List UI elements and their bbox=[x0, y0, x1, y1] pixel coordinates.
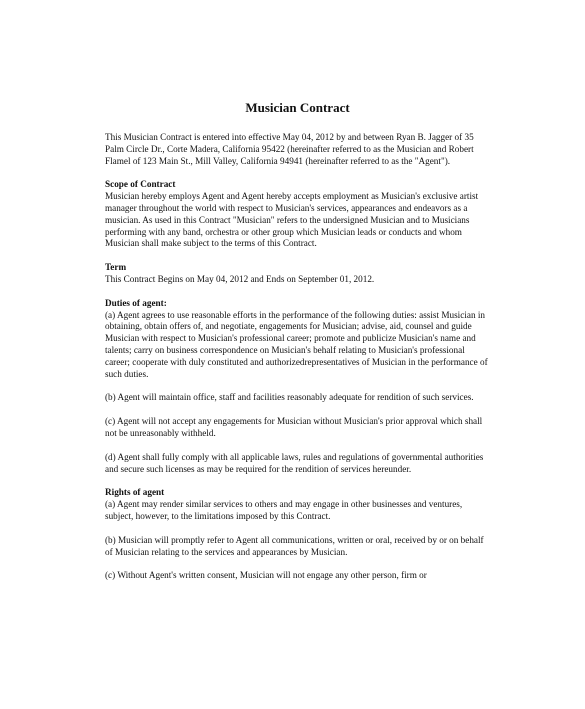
duties-heading: Duties of agent: bbox=[105, 297, 167, 308]
duties-item-c: (c) Agent will not accept any engagements for Musician without Musician's prior approval which shall not be unreasonably withheld. bbox=[105, 416, 483, 438]
document-title: Musician Contract bbox=[245, 100, 350, 115]
scope-heading: Scope of Contract bbox=[105, 179, 176, 190]
term-heading: Term bbox=[105, 262, 127, 273]
duties-item-b: (b) Agent will maintain office, staff and facilities reasonably adequate for rendition of such services. bbox=[105, 392, 474, 403]
scope-section bbox=[105, 179, 490, 250]
term-body: This Contract Begins on May 04, 2012 and Ends on September 01, 2012. bbox=[105, 273, 375, 284]
rights-item-b: (b) Musician will promptly refer to Agent all communications, written or oral, received by or on behalf of Musician relating to the services and appearances by Musician. bbox=[105, 534, 484, 557]
intro-paragraph: This Musician Contract is entered into effective May 04, 2012 by and between Ryan B. Jagger of 35 Palm Circle Dr., Corte Madera, California 95422 (hereinafter referred to as the Musician and Robert Flamel of 123 Main St., Mill Valley, California 94941 (hereinafter referred to as the "Agent"). bbox=[105, 132, 474, 166]
rights-item-a: (a) Agent may render similar services to others and may engage in other businesses and ventures, subject, however, to the limitations imposed by this Contract. bbox=[105, 499, 463, 521]
term-section bbox=[105, 262, 490, 286]
duties-section bbox=[105, 298, 490, 476]
rights-section bbox=[105, 487, 490, 582]
rights-heading: Rights of agent bbox=[105, 487, 165, 498]
contract-page bbox=[105, 100, 490, 594]
scope-body: Musician hereby employs Agent and Agent hereby accepts employment as Musician's exclusive artist manager throughout the world with respect to Musician's services, appearances and endeavors as a musician. As used in this Contract "Musician" refers to the undersigned Musician and to Musicians performing with any band, orchestra or other group which Musician leads or conducts and whom Musician shall make subject to the terms of this Contract. bbox=[105, 191, 479, 249]
duties-item-d: (d) Agent shall fully comply with all applicable laws, rules and regulations of governmental authorities and secure such licenses as may be required for the rendition of services hereunder. bbox=[105, 451, 484, 474]
duties-item-a: (a) Agent agrees to use reasonable efforts in the performance of the following duties: assist Musician in obtaining, obtain offers of, and negotiate, engagements for Musician; advise, aid, counsel and guide Musician with respect to Musician's professional career; promote and publicize Musician's name and talents; carry on business correspondence on Musician's behalf relating to Musician's professional career; cooperate with duly constituted and authorizedrepresentatives of Musician in the performance of such duties. bbox=[105, 309, 488, 379]
rights-item-c: (c) Without Agent's written consent, Musician will not engage any other person, firm or bbox=[105, 570, 427, 581]
